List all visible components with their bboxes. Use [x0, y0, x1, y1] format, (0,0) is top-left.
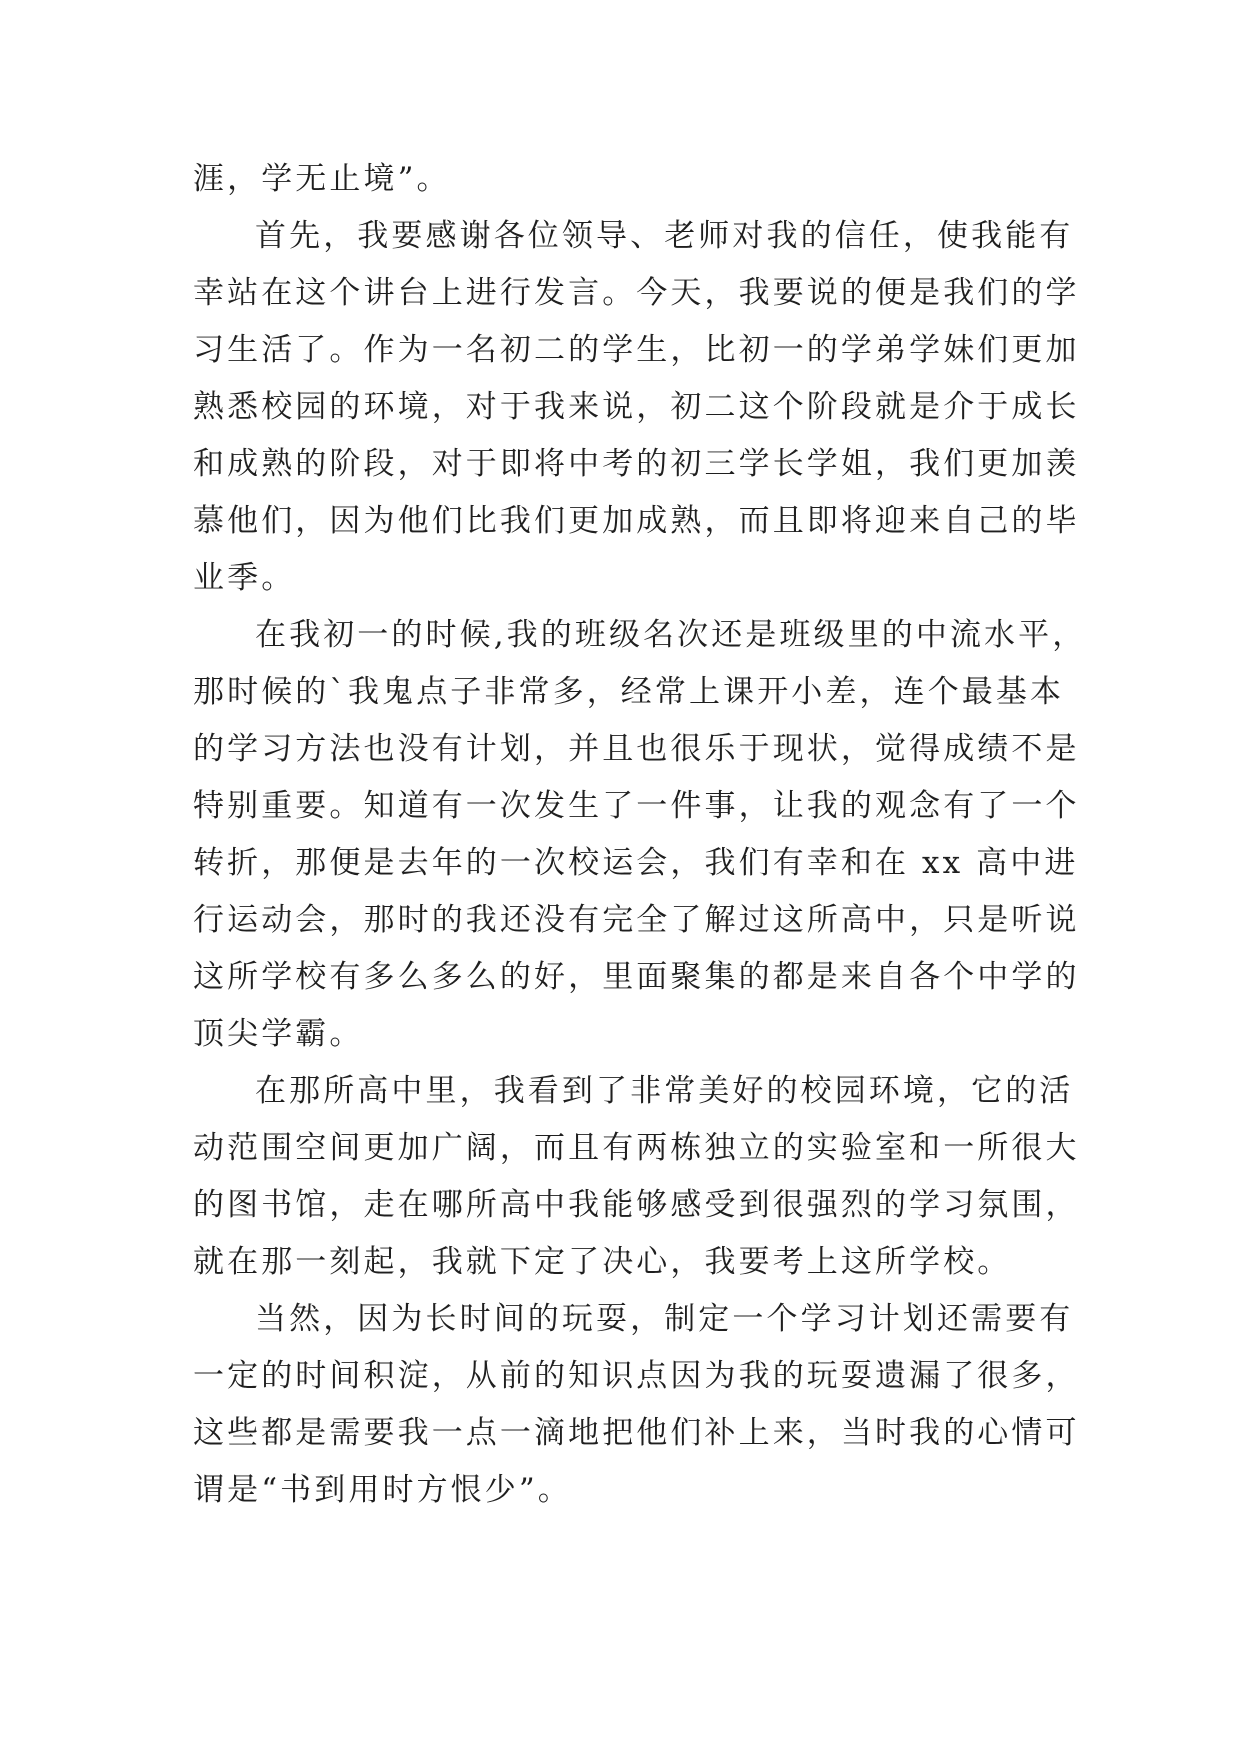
text-line: 习生活了。作为一名初二的学生，比初一的学弟学妹们更加 — [193, 332, 1080, 368]
text-line: 一定的时间积淀，从前的知识点因为我的玩耍遗漏了很多， — [193, 1358, 1080, 1394]
text-line: 在那所高中里，我看到了非常美好的校园环境，它的活 — [255, 1073, 1074, 1109]
text-line: 的图书馆，走在哪所高中我能够感受到很强烈的学习氛围， — [193, 1187, 1080, 1223]
text-line: 的学习方法也没有计划，并且也很乐于现状，觉得成绩不是 — [193, 731, 1080, 767]
text-line: 和成熟的阶段，对于即将中考的初三学长学姐，我们更加羡 — [193, 446, 1080, 482]
text-line: 行运动会，那时的我还没有完全了解过这所高中，只是听说 — [193, 902, 1080, 938]
text-line: 幸站在这个讲台上进行发言。今天，我要说的便是我们的学 — [193, 275, 1080, 311]
text-line: 顶尖学霸。 — [193, 1016, 364, 1052]
text-line: 转折，那便是去年的一次校运会，我们有幸和在 xx 高中进 — [193, 845, 1079, 881]
text-line: 在我初一的时候,我的班级名次还是班级里的中流水平， — [255, 617, 1087, 653]
text-line: 那时候的`我鬼点子非常多，经常上课开小差，连个最基本 — [193, 674, 1065, 710]
text-line: 特别重要。知道有一次发生了一件事，让我的观念有了一个 — [193, 788, 1080, 824]
text-line: 动范围空间更加广阔，而且有两栋独立的实验室和一所很大 — [193, 1130, 1080, 1166]
text-line: 熟悉校园的环境，对于我来说，初二这个阶段就是介于成长 — [193, 389, 1080, 425]
text-line: 这些都是需要我一点一滴地把他们补上来，当时我的心情可 — [193, 1415, 1080, 1451]
text-line: 当然，因为长时间的玩耍，制定一个学习计划还需要有 — [255, 1301, 1074, 1337]
text-line: 业季。 — [193, 560, 296, 596]
text-line: 涯，学无止境”。 — [193, 161, 451, 197]
text-line: 慕他们，因为他们比我们更加成熟，而且即将迎来自己的毕 — [193, 503, 1080, 539]
text-line: 首先，我要感谢各位领导、老师对我的信任，使我能有 — [255, 218, 1074, 254]
text-line: 这所学校有多么多么的好，里面聚集的都是来自各个中学的 — [193, 959, 1080, 995]
text-line: 就在那一刻起，我就下定了决心，我要考上这所学校。 — [193, 1244, 1012, 1280]
text-line: 谓是“书到用时方恨少”。 — [193, 1472, 572, 1508]
